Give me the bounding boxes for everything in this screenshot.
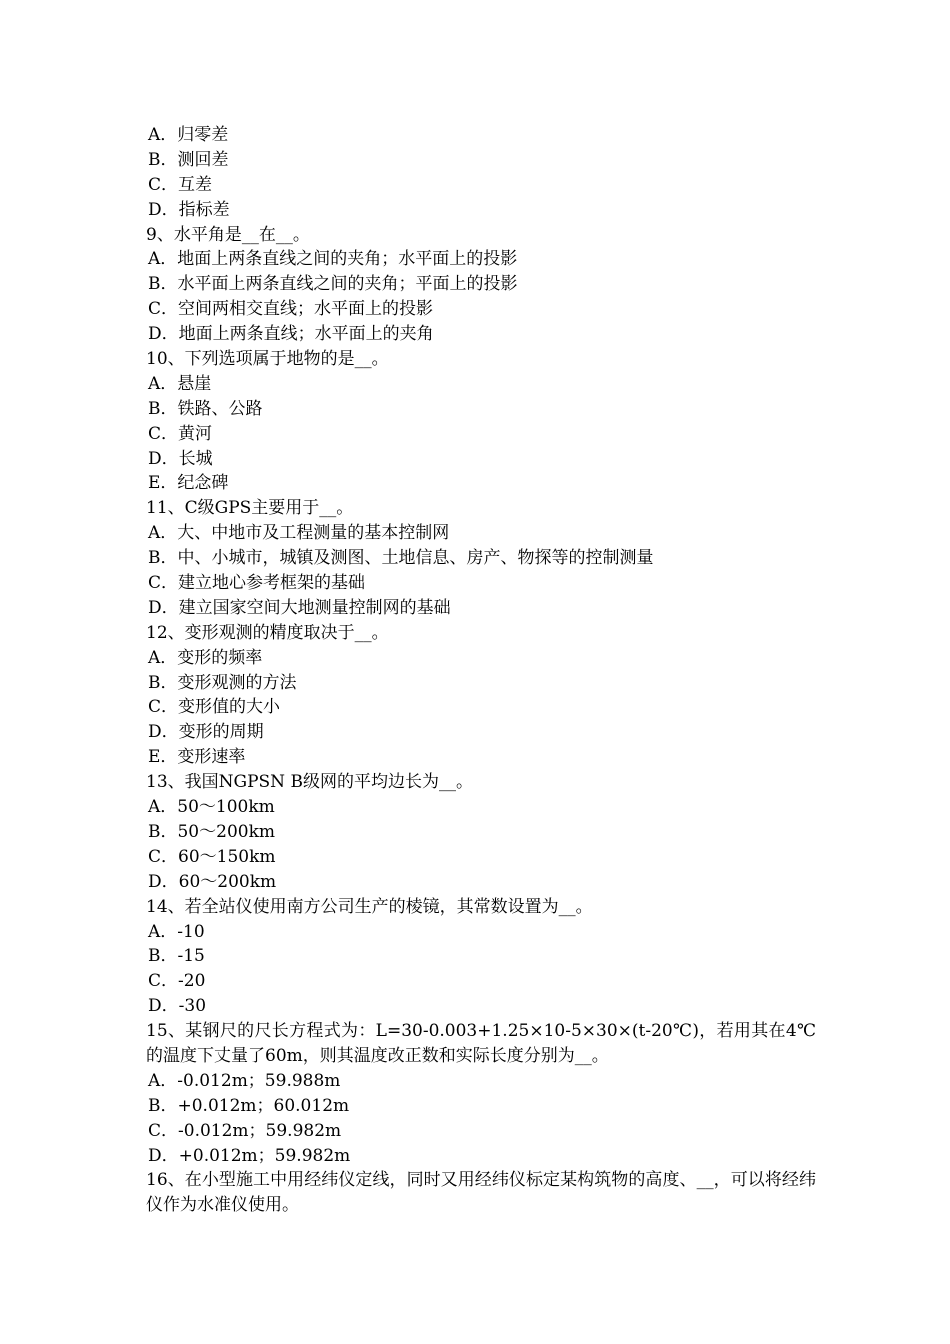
option-a: A．大、中地市及工程测量的基本控制网 — [148, 523, 450, 544]
option-c: C．60～150km — [148, 846, 276, 867]
option-d: D．-30 — [148, 996, 207, 1017]
option-b: B．铁路、公路 — [148, 398, 263, 419]
option-a: A．50～100km — [148, 797, 275, 818]
option-b: B．-15 — [148, 946, 205, 967]
option-c: C．-20 — [148, 971, 206, 992]
option-b: B．变形观测的方法 — [148, 672, 297, 693]
question-16 — [146, 1168, 816, 1218]
option-c: C．建立地心参考框架的基础 — [148, 573, 366, 594]
question-stem: 11、C级GPS主要用于__。 — [146, 498, 354, 519]
question-11 — [146, 496, 816, 620]
option-e: E．变形速率 — [148, 747, 246, 768]
option-d: D．建立国家空间大地测量控制网的基础 — [148, 597, 451, 618]
option-a: A．归零差 — [148, 125, 229, 145]
option-a: A．悬崖 — [148, 373, 212, 394]
option-a: A．-0.012m；59.988m — [148, 1070, 341, 1091]
question-stem: 15、某钢尺的尺长方程式为：L=30-0.003+1.25×10-5×30×(t-20℃)，若用其在4℃的温度下丈量了60m，则其温度改正数和实际长度分别为__。 — [146, 1021, 816, 1066]
option-c: C．空间两相交直线；水平面上的投影 — [148, 299, 434, 320]
option-c: C．-0.012m；59.982m — [148, 1120, 342, 1141]
option-b: B．+0.012m；60.012m — [148, 1095, 350, 1116]
question-14 — [146, 895, 816, 1019]
option-b: B．测回差 — [148, 149, 229, 170]
question-13 — [146, 770, 816, 894]
question-stem: 16、在小型施工中用经纬仪定线，同时又用经纬仪标定某构筑物的高度、__，可以将经纬仪作为水准仪使用。 — [146, 1170, 816, 1216]
question-10 — [146, 347, 816, 496]
question-stem: 13、我国NGPSN B级网的平均边长为__。 — [146, 772, 473, 793]
option-d: D．长城 — [148, 448, 213, 469]
question-stem: 10、下列选项属于地物的是__。 — [146, 349, 389, 370]
question-9 — [146, 223, 816, 347]
question-stem: 9、水平角是__在__。 — [146, 224, 310, 245]
question-12 — [146, 621, 816, 770]
option-e: E．纪念碑 — [148, 473, 229, 494]
option-d: D．+0.012m；59.982m — [148, 1145, 351, 1166]
option-d: D．60～200km — [148, 871, 277, 892]
option-d: D．地面上两条直线；水平面上的夹角 — [148, 324, 434, 345]
option-b: B．50～200km — [148, 821, 275, 842]
option-b: B．水平面上两条直线之间的夹角；平面上的投影 — [148, 274, 518, 295]
option-a: A．地面上两条直线之间的夹角；水平面上的投影 — [148, 249, 518, 270]
option-c: C．黄河 — [148, 423, 213, 444]
option-d: D．指标差 — [148, 199, 230, 220]
option-c: C．变形值的大小 — [148, 697, 281, 718]
question-stem: 14、若全站仪使用南方公司生产的棱镜，其常数设置为__。 — [146, 896, 593, 917]
document-body — [146, 123, 816, 1218]
option-c: C．互差 — [148, 174, 213, 195]
option-a: A．-10 — [148, 921, 205, 942]
option-d: D．变形的周期 — [148, 722, 264, 743]
question-15 — [146, 1019, 816, 1168]
option-b: B．中、小城市，城镇及测图、土地信息、房产、物探等的控制测量 — [148, 548, 654, 569]
option-a: A．变形的频率 — [148, 647, 263, 668]
question-stem: 12、变形观测的精度取决于__。 — [146, 622, 389, 643]
intro-options — [146, 123, 816, 223]
